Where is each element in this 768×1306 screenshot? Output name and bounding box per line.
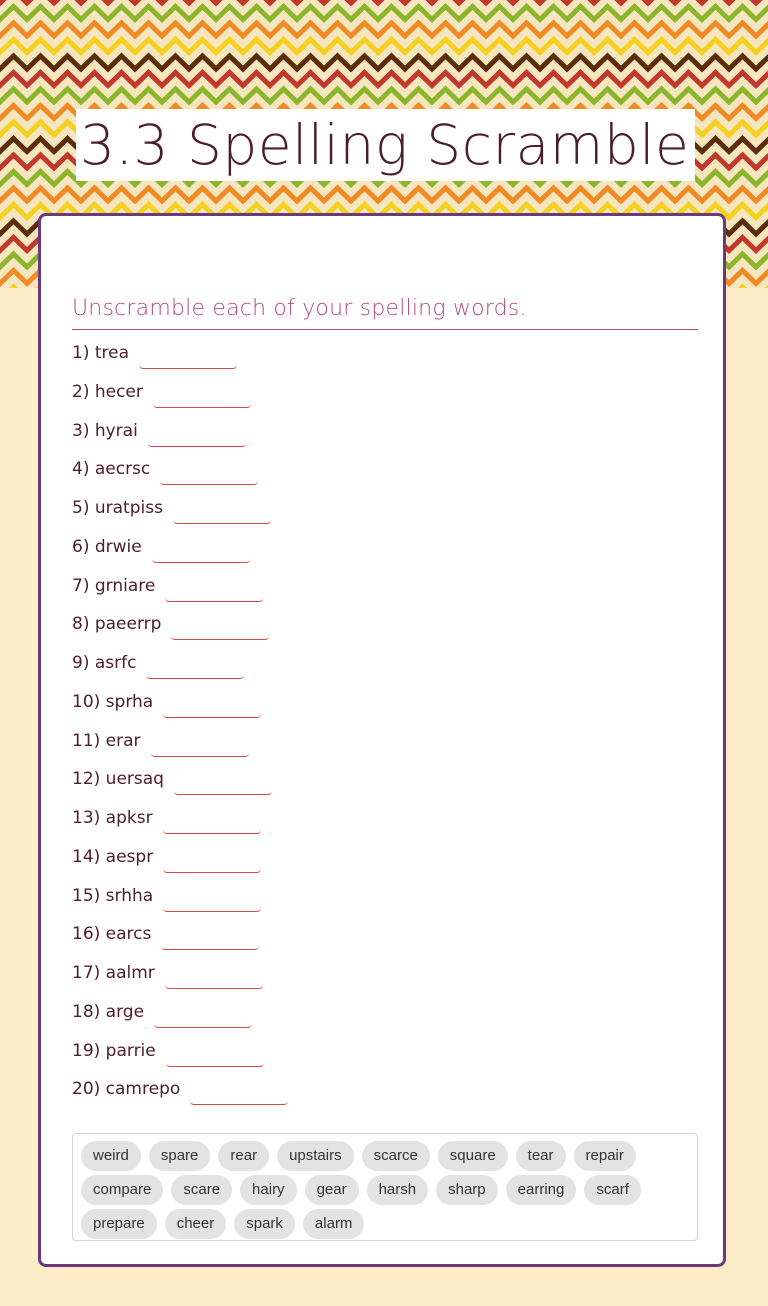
question-prompt: 10) sprha	[72, 691, 154, 712]
answer-blank[interactable]	[165, 575, 263, 602]
word-chip[interactable]: spark	[234, 1209, 295, 1239]
answer-blank[interactable]	[153, 381, 251, 408]
question-prompt: 15) srhha	[72, 885, 154, 906]
word-chip[interactable]: scare	[171, 1175, 232, 1205]
word-chip[interactable]: sharp	[436, 1175, 498, 1205]
question-prompt: 9) asrfc	[72, 653, 137, 673]
question-prompt: 16) earcs	[72, 924, 152, 945]
answer-blank[interactable]	[163, 807, 261, 834]
question-prompt: 18) arge	[72, 1001, 145, 1022]
chevron-stripe	[0, 40, 768, 53]
question-row	[72, 1078, 698, 1117]
title-box	[76, 109, 695, 181]
answer-blank[interactable]	[166, 1040, 264, 1067]
word-chip[interactable]: repair	[574, 1141, 636, 1171]
question-prompt: 14) aespr	[72, 846, 154, 867]
question-prompt: 6) drwie	[72, 536, 142, 557]
question-prompt: 3) hyrai	[72, 420, 138, 441]
question-prompt: 20) camrepo	[72, 1079, 181, 1100]
word-bank	[72, 1133, 698, 1241]
word-chip[interactable]: compare	[81, 1175, 163, 1205]
word-chip[interactable]: hairy	[240, 1175, 297, 1205]
question-row	[72, 807, 698, 846]
question-row	[72, 381, 698, 420]
question-row	[72, 497, 698, 536]
word-chip[interactable]: upstairs	[277, 1141, 354, 1171]
answer-blank[interactable]	[146, 652, 244, 679]
word-chip[interactable]: prepare	[81, 1209, 157, 1239]
word-chip[interactable]: square	[438, 1141, 508, 1171]
word-chip[interactable]: harsh	[367, 1175, 429, 1205]
question-row	[72, 1001, 698, 1040]
question-row	[72, 575, 698, 614]
question-prompt: 7) grniare	[72, 575, 156, 596]
answer-blank[interactable]	[173, 497, 271, 524]
answer-blank[interactable]	[163, 885, 261, 912]
answer-blank[interactable]	[163, 691, 261, 718]
word-chip[interactable]: scarf	[584, 1175, 641, 1205]
chevron-stripe	[0, 73, 768, 86]
chevron-stripe	[0, 89, 768, 102]
instructions: Unscramble each of your spelling words.	[72, 296, 698, 330]
answer-blank[interactable]	[171, 613, 269, 640]
answer-blank[interactable]	[174, 768, 272, 795]
question-prompt: 11) erar	[72, 730, 141, 751]
page-title: 3.3 Spelling Scramble	[80, 113, 690, 177]
answer-blank[interactable]	[190, 1078, 288, 1105]
question-prompt: 4) aecrsc	[72, 459, 151, 480]
question-prompt: 17) aalmr	[72, 963, 155, 983]
question-prompt: 5) uratpiss	[72, 498, 163, 518]
question-row	[72, 885, 698, 924]
worksheet-card	[38, 213, 726, 1267]
question-row	[72, 962, 698, 1001]
answer-blank[interactable]	[161, 923, 259, 950]
answer-blank[interactable]	[163, 846, 261, 873]
chevron-stripe	[0, 56, 768, 69]
answer-blank[interactable]	[160, 458, 258, 485]
question-prompt: 13) apksr	[72, 808, 153, 828]
chevron-stripe	[0, 23, 768, 36]
word-chip[interactable]: cheer	[165, 1209, 227, 1239]
word-chip[interactable]: rear	[218, 1141, 269, 1171]
answer-blank[interactable]	[165, 962, 263, 989]
answer-blank[interactable]	[148, 420, 246, 447]
question-prompt: 12) uersaq	[72, 769, 164, 790]
question-row	[72, 923, 698, 962]
question-prompt: 2) hecer	[72, 381, 143, 402]
word-chip[interactable]: earring	[506, 1175, 577, 1205]
question-row	[72, 730, 698, 769]
question-row	[72, 1040, 698, 1079]
chevron-stripe	[0, 188, 768, 201]
word-chip[interactable]: weird	[81, 1141, 141, 1171]
question-list	[72, 342, 698, 1117]
question-row	[72, 342, 698, 381]
question-row	[72, 846, 698, 885]
answer-blank[interactable]	[139, 342, 237, 369]
question-row	[72, 536, 698, 575]
question-prompt: 19) parrie	[72, 1040, 156, 1061]
answer-blank[interactable]	[154, 1001, 252, 1028]
word-chip[interactable]: spare	[149, 1141, 211, 1171]
question-row	[72, 768, 698, 807]
word-chip[interactable]: tear	[516, 1141, 566, 1171]
question-row	[72, 613, 698, 652]
answer-blank[interactable]	[152, 536, 250, 563]
word-chip[interactable]: alarm	[303, 1209, 365, 1239]
word-chip[interactable]: gear	[305, 1175, 359, 1205]
answer-blank[interactable]	[151, 730, 249, 757]
chevron-stripe	[0, 7, 768, 20]
chevron-stripe	[0, 0, 768, 3]
question-prompt: 8) paeerrp	[72, 614, 162, 635]
question-row	[72, 691, 698, 730]
question-row	[72, 458, 698, 497]
word-chip[interactable]: scarce	[362, 1141, 430, 1171]
question-prompt: 1) trea	[72, 343, 130, 363]
question-row	[72, 420, 698, 459]
question-row	[72, 652, 698, 691]
